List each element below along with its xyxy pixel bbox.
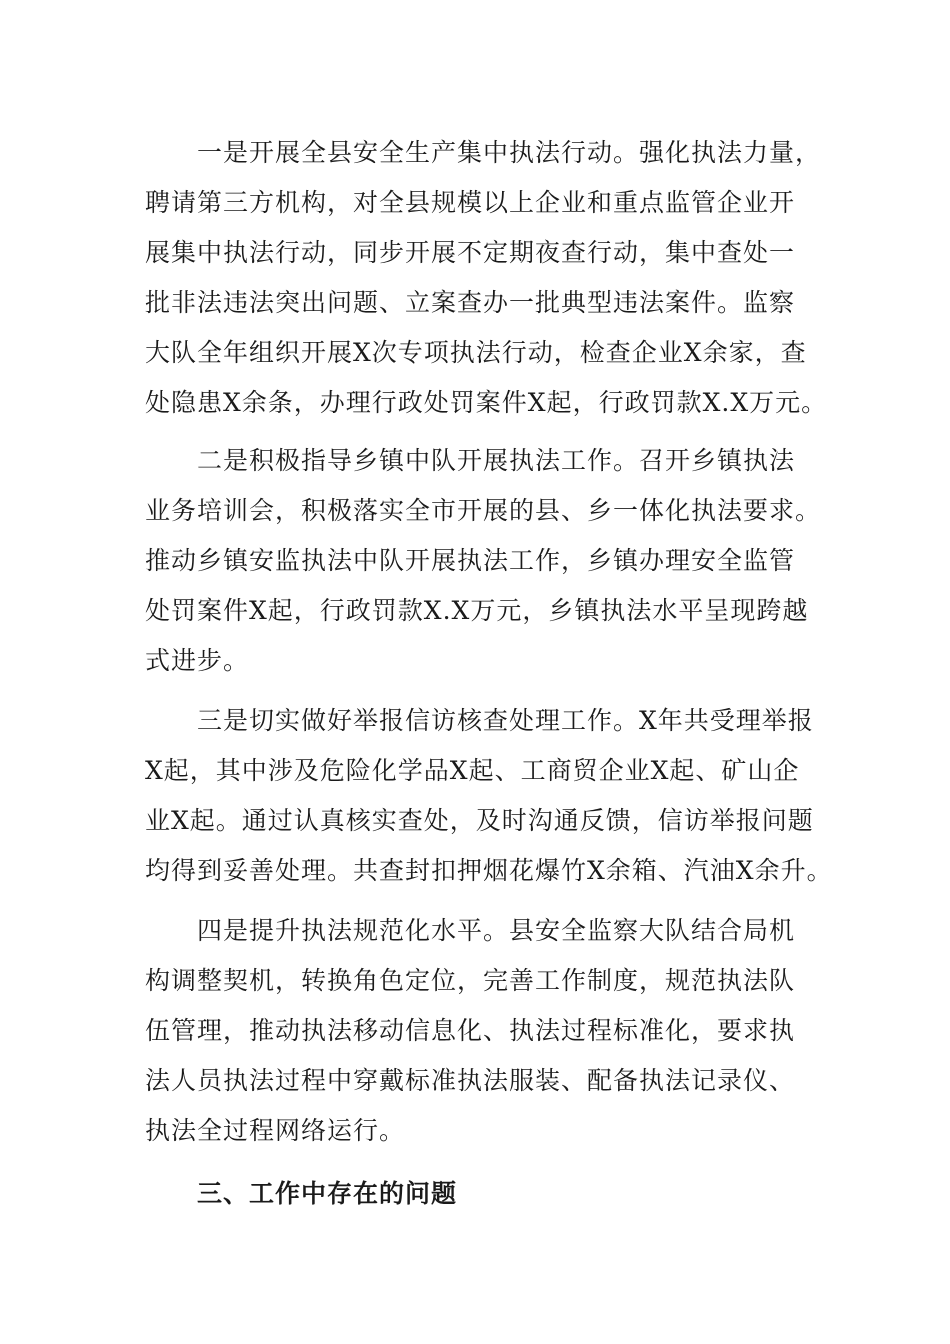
paragraph-line: 法人员执法过程中穿戴标准执法服装、配备执法记录仪、 xyxy=(145,1066,796,1095)
paragraph-line: 聘请第三方机构，对全县规模以上企业和重点监管企业开 xyxy=(145,188,796,217)
section-heading: 三、工作中存在的问题 xyxy=(197,1179,458,1208)
paragraph-line: 处隐患X余条，办理行政处罚案件X起，行政罚款X.X万元。 xyxy=(145,388,828,417)
paragraph-line: 二是积极指导乡镇中队开展执法工作。召开乡镇执法 xyxy=(197,446,796,475)
paragraph-line: 均得到妥善处理。共查封扣押烟花爆竹X余箱、汽油X余升。 xyxy=(145,856,833,885)
paragraph-line: X起，其中涉及危险化学品X起、工商贸企业X起、矿山企 xyxy=(145,756,800,785)
paragraph-line: 推动乡镇安监执法中队开展执法工作，乡镇办理安全监管 xyxy=(145,546,796,575)
paragraph-line: 业务培训会，积极落实全市开展的县、乡一体化执法要求。 xyxy=(145,496,822,525)
paragraph-line: 大队全年组织开展X次专项执法行动，检查企业X余家，查 xyxy=(145,338,807,367)
paragraph-line: 式进步。 xyxy=(145,646,250,675)
paragraph-2 xyxy=(145,436,825,686)
paragraph-line: 一是开展全县安全生产集中执法行动。强化执法力量， xyxy=(197,138,822,167)
paragraph-4 xyxy=(145,906,825,1156)
paragraph-line: 四是提升执法规范化水平。县安全监察大队结合局机 xyxy=(197,916,796,945)
paragraph-line: 业X起。通过认真核实查处，及时沟通反馈，信访举报问题 xyxy=(145,806,814,835)
paragraph-3 xyxy=(145,696,833,896)
paragraph-line: 构调整契机，转换角色定位，完善工作制度，规范执法队 xyxy=(145,966,796,995)
paragraph-line: 处罚案件X起，行政罚款X.X万元，乡镇执法水平呈现跨越 xyxy=(145,596,809,625)
paragraph-line: 三是切实做好举报信访核查处理工作。X年共受理举报 xyxy=(197,706,814,735)
paragraph-line: 执法全过程网络运行。 xyxy=(145,1116,406,1145)
paragraph-line: 伍管理，推动执法移动信息化、执法过程标准化，要求执 xyxy=(145,1016,796,1045)
paragraph-1 xyxy=(145,128,828,428)
paragraph-line: 批非法违法突出问题、立案查办一批典型违法案件。监察 xyxy=(145,288,796,317)
paragraph-line: 展集中执法行动，同步开展不定期夜查行动，集中查处一 xyxy=(145,238,796,267)
